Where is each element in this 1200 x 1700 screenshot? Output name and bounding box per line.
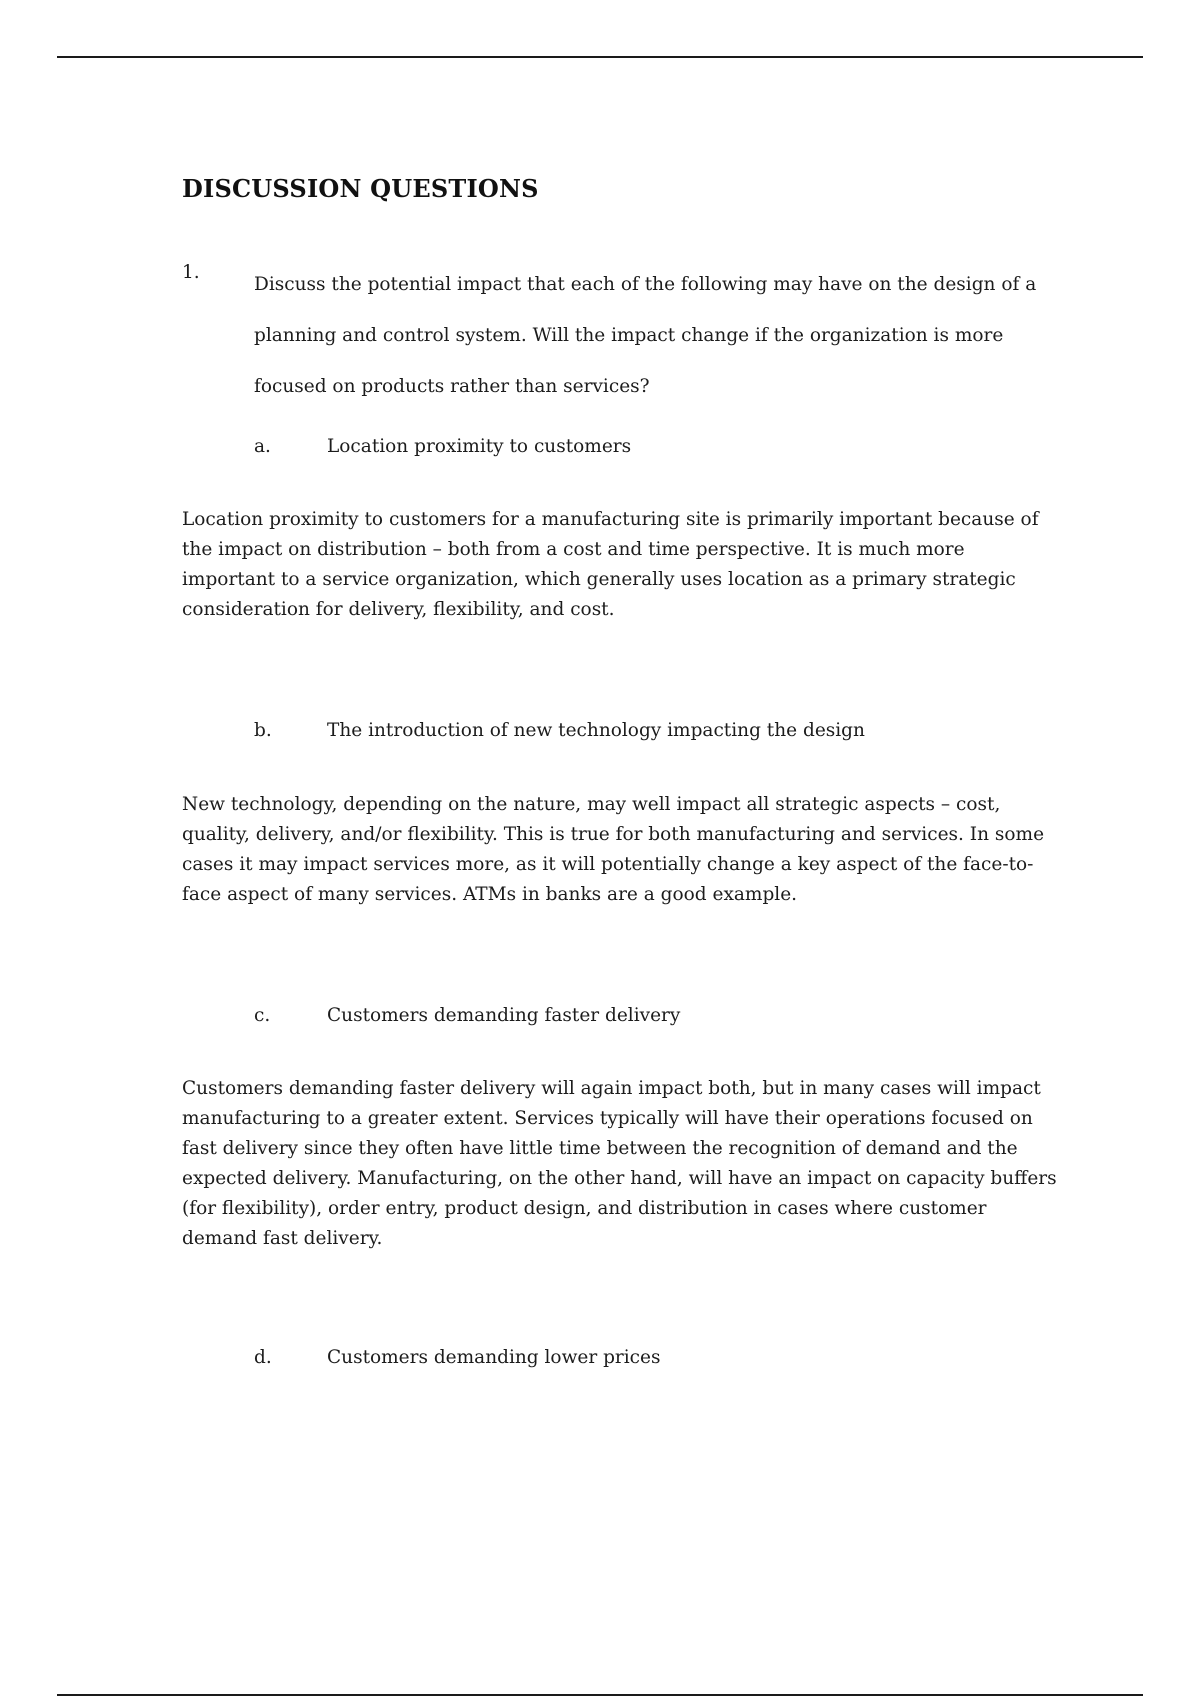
item-d-title: Customers demanding lower prices <box>327 1347 661 1368</box>
top-rule <box>57 56 1143 58</box>
item-a-answer: Location proximity to customers for a manufacturing site is primarily important because of the impact on distribution – both from a cost and time perspective. It is much more important to a service organization, which generally uses location as a primary strategic consideration for delivery, flexibility, and cost. <box>182 509 1039 620</box>
item-c-letter: c. <box>254 1005 271 1026</box>
question-text: Discuss the potential impact that each of the following may have on the design of a planning and control system. Will the impact change if the organization is more focused on products rather than services? <box>254 274 1037 397</box>
item-d-letter: d. <box>254 1347 272 1368</box>
item-b-title: The introduction of new technology impacting the design <box>327 720 865 741</box>
item-a-letter: a. <box>254 436 271 457</box>
item-c-answer: Customers demanding faster delivery will again impact both, but in many cases will impact manufacturing to a greater extent. Services typically will have their operations focused on fast delivery since they often have little time between the recognition of demand and the expected delivery. Manufacturing, on the other hand, will have an impact on capacity buffers (for flexibility), order entry, product design, and distribution in cases where customer demand fast delivery. <box>182 1078 1057 1249</box>
question-number: 1. <box>182 262 200 283</box>
item-b-answer: New technology, depending on the nature, may well impact all strategic aspects – cost, quality, delivery, and/or flexibility. This is true for both manufacturing and services. In some cases it may impact services more, as it will potentially change a key aspect of the face-to-face aspect of many services. ATMs in banks are a good example. <box>182 794 1045 905</box>
page-title: DISCUSSION QUESTIONS <box>182 174 539 203</box>
item-a-title: Location proximity to customers <box>327 436 632 457</box>
item-b-letter: b. <box>254 720 272 741</box>
item-c-title: Customers demanding faster delivery <box>327 1005 681 1026</box>
bottom-rule <box>57 1694 1143 1696</box>
